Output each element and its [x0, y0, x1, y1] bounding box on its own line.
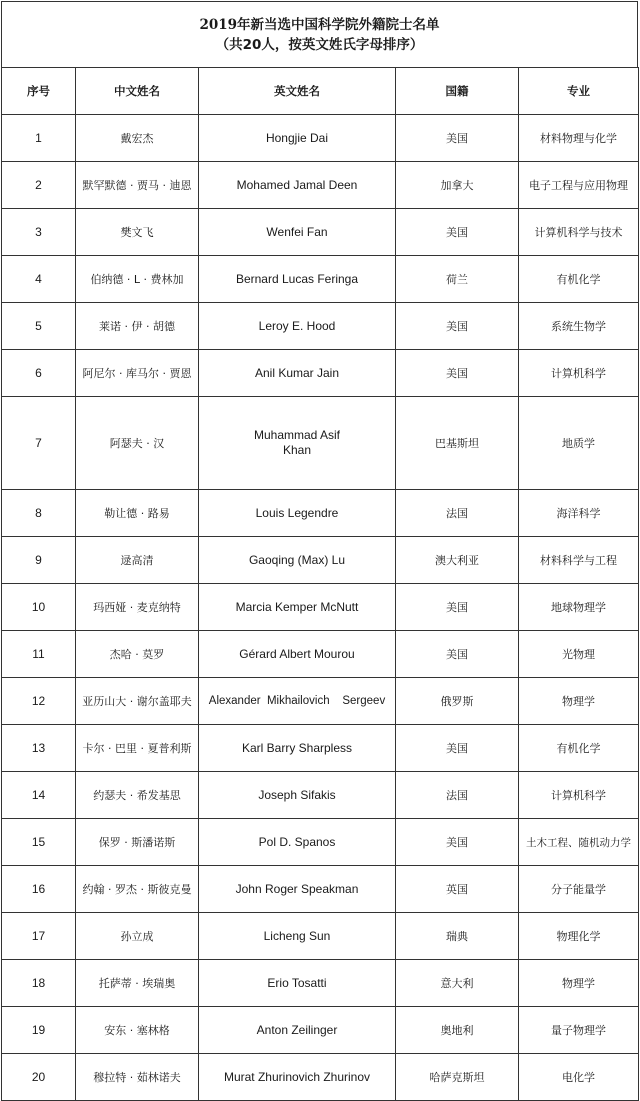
table-row	[2, 303, 639, 350]
table-row	[2, 584, 639, 631]
header-index: 序号	[2, 68, 76, 115]
cell-index: 11	[2, 631, 76, 678]
cell-field: 电化学	[519, 1054, 639, 1101]
cell-chinese-name: 玛西娅 · 麦克纳特	[76, 584, 199, 631]
cell-english-name: Muhammad Asif Khan	[199, 397, 396, 490]
cell-english-name: Alexander Mikhailovich Sergeev	[199, 678, 396, 725]
cell-nationality: 美国	[396, 350, 519, 397]
cell-nationality: 美国	[396, 631, 519, 678]
table-row	[2, 1007, 639, 1054]
cell-english-name: Louis Legendre	[199, 490, 396, 537]
cell-field: 物理学	[519, 960, 639, 1007]
cell-nationality: 美国	[396, 819, 519, 866]
cell-nationality: 奥地利	[396, 1007, 519, 1054]
table-row	[2, 537, 639, 584]
table-row	[2, 631, 639, 678]
cell-chinese-name: 约瑟夫 · 希发基思	[76, 772, 199, 819]
table-row	[2, 115, 639, 162]
cell-field: 计算机科学	[519, 772, 639, 819]
table-row	[2, 866, 639, 913]
cell-nationality: 英国	[396, 866, 519, 913]
cell-nationality: 美国	[396, 725, 519, 772]
cell-field: 系统生物学	[519, 303, 639, 350]
cell-english-name: Murat Zhurinovich Zhurinov	[199, 1054, 396, 1101]
cell-index: 19	[2, 1007, 76, 1054]
cell-chinese-name: 安东 · 塞林格	[76, 1007, 199, 1054]
cell-field: 有机化学	[519, 256, 639, 303]
title-subtitle: （共20人，按英文姓氏字母排序）	[215, 36, 424, 53]
cell-nationality: 哈萨克斯坦	[396, 1054, 519, 1101]
cell-nationality: 加拿大	[396, 162, 519, 209]
table-row	[2, 678, 639, 725]
table-row	[2, 1054, 639, 1101]
cell-nationality: 美国	[396, 115, 519, 162]
cell-field: 地质学	[519, 397, 639, 490]
cell-nationality: 法国	[396, 490, 519, 537]
header-nationality: 国籍	[396, 68, 519, 115]
cell-english-name: Mohamed Jamal Deen	[199, 162, 396, 209]
cell-nationality: 俄罗斯	[396, 678, 519, 725]
cell-index: 17	[2, 913, 76, 960]
cell-index: 10	[2, 584, 76, 631]
cell-index: 20	[2, 1054, 76, 1101]
table-body	[2, 115, 639, 1101]
cell-english-name: Bernard Lucas Feringa	[199, 256, 396, 303]
cell-index: 9	[2, 537, 76, 584]
cell-english-name: Erio Tosatti	[199, 960, 396, 1007]
cell-nationality: 瑞典	[396, 913, 519, 960]
cell-field: 计算机科学	[519, 350, 639, 397]
cell-chinese-name: 约翰 · 罗杰 · 斯彼克曼	[76, 866, 199, 913]
cell-field: 地球物理学	[519, 584, 639, 631]
cell-english-name: Leroy E. Hood	[199, 303, 396, 350]
cell-english-name: Pol D. Spanos	[199, 819, 396, 866]
cell-chinese-name: 卡尔 · 巴里 · 夏普利斯	[76, 725, 199, 772]
cell-nationality: 意大利	[396, 960, 519, 1007]
cell-field: 材料物理与化学	[519, 115, 639, 162]
cell-chinese-name: 杰哈 · 莫罗	[76, 631, 199, 678]
cell-index: 12	[2, 678, 76, 725]
cell-chinese-name: 逯高清	[76, 537, 199, 584]
cell-chinese-name: 保罗 · 斯潘诺斯	[76, 819, 199, 866]
cell-english-name: Licheng Sun	[199, 913, 396, 960]
cell-chinese-name: 勒让德 · 路易	[76, 490, 199, 537]
cell-chinese-name: 戴宏杰	[76, 115, 199, 162]
cell-english-name: Marcia Kemper McNutt	[199, 584, 396, 631]
cell-english-name: Gaoqing (Max) Lu	[199, 537, 396, 584]
cell-chinese-name: 默罕默德 · 贾马 · 迪恩	[76, 162, 199, 209]
cell-index: 6	[2, 350, 76, 397]
cell-index: 16	[2, 866, 76, 913]
cell-chinese-name: 孙立成	[76, 913, 199, 960]
cell-index: 14	[2, 772, 76, 819]
table-row	[2, 913, 639, 960]
cell-chinese-name: 穆拉特 · 茹林诺夫	[76, 1054, 199, 1101]
cell-index: 4	[2, 256, 76, 303]
cell-index: 18	[2, 960, 76, 1007]
cell-chinese-name: 伯纳德 · L · 费林加	[76, 256, 199, 303]
cell-english-name: Hongjie Dai	[199, 115, 396, 162]
table-header-row	[2, 68, 639, 115]
cell-english-name: Karl Barry Sharpless	[199, 725, 396, 772]
table-row	[2, 960, 639, 1007]
table-row	[2, 490, 639, 537]
cell-chinese-name: 莱诺 · 伊 · 胡德	[76, 303, 199, 350]
cell-index: 5	[2, 303, 76, 350]
cell-field: 土木工程、随机动力学	[519, 819, 639, 866]
cell-nationality: 澳大利亚	[396, 537, 519, 584]
cell-field: 光物理	[519, 631, 639, 678]
cell-index: 15	[2, 819, 76, 866]
table-row	[2, 772, 639, 819]
cell-index: 13	[2, 725, 76, 772]
cell-english-name: Gérard Albert Mourou	[199, 631, 396, 678]
cell-chinese-name: 阿瑟夫 · 汉	[76, 397, 199, 490]
cell-field: 海洋科学	[519, 490, 639, 537]
cell-english-name: Anil Kumar Jain	[199, 350, 396, 397]
cell-english-name: Joseph Sifakis	[199, 772, 396, 819]
cell-index: 8	[2, 490, 76, 537]
cell-field: 电子工程与应用物理	[519, 162, 639, 209]
cell-index: 1	[2, 115, 76, 162]
cell-field: 量子物理学	[519, 1007, 639, 1054]
header-field: 专业	[519, 68, 639, 115]
cell-nationality: 荷兰	[396, 256, 519, 303]
cell-chinese-name: 阿尼尔 · 库马尔 · 贾恩	[76, 350, 199, 397]
table-row	[2, 819, 639, 866]
table-row	[2, 209, 639, 256]
cell-nationality: 巴基斯坦	[396, 397, 519, 490]
cell-index: 2	[2, 162, 76, 209]
cell-index: 7	[2, 397, 76, 490]
table-row	[2, 162, 639, 209]
table-row	[2, 725, 639, 772]
cell-nationality: 美国	[396, 303, 519, 350]
title-main: 2019年新当选中国科学院外籍院士名单	[199, 16, 440, 33]
cell-english-name: John Roger Speakman	[199, 866, 396, 913]
cell-field: 物理学	[519, 678, 639, 725]
cell-field: 有机化学	[519, 725, 639, 772]
cell-index: 3	[2, 209, 76, 256]
cell-english-name: Wenfei Fan	[199, 209, 396, 256]
cell-chinese-name: 亚历山大 · 谢尔盖耶夫	[76, 678, 199, 725]
cell-nationality: 美国	[396, 209, 519, 256]
cell-chinese-name: 樊文飞	[76, 209, 199, 256]
cell-english-name: Anton Zeilinger	[199, 1007, 396, 1054]
document-title	[1, 1, 638, 67]
academician-table	[1, 67, 639, 1101]
table-row	[2, 256, 639, 303]
cell-field: 材料科学与工程	[519, 537, 639, 584]
cell-nationality: 法国	[396, 772, 519, 819]
table-row	[2, 350, 639, 397]
header-chinese-name: 中文姓名	[76, 68, 199, 115]
header-english-name: 英文姓名	[199, 68, 396, 115]
cell-chinese-name: 托萨蒂 · 埃瑞奥	[76, 960, 199, 1007]
cell-field: 分子能量学	[519, 866, 639, 913]
cell-field: 物理化学	[519, 913, 639, 960]
cell-nationality: 美国	[396, 584, 519, 631]
table-row	[2, 397, 639, 490]
cell-field: 计算机科学与技术	[519, 209, 639, 256]
